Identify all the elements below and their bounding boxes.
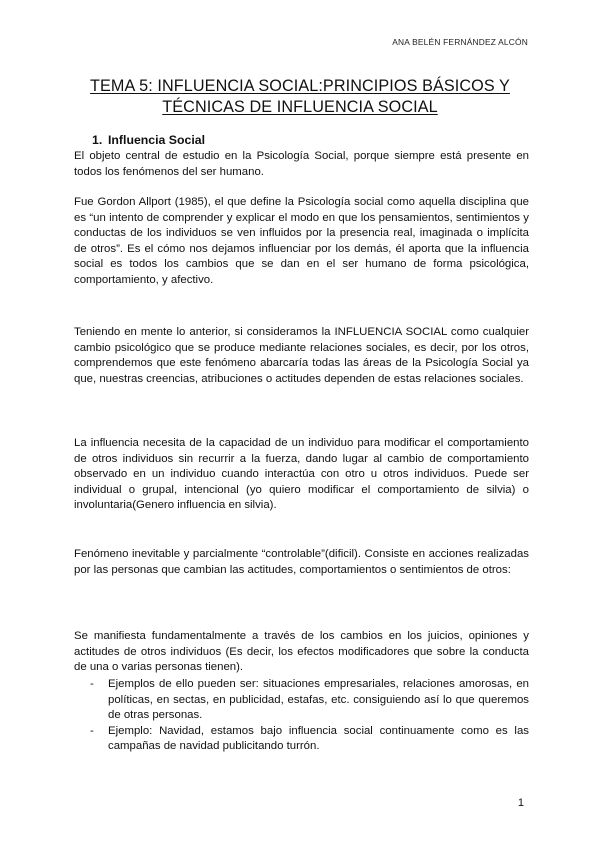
list-item-marker: - <box>90 724 94 737</box>
list-item <box>74 677 529 724</box>
page-number: 1 <box>517 797 524 809</box>
paragraph-4: La influencia necesita de la capacidad de un individuo para modificar el comportamiento de otros individuos sin recurrir a la fuerza, dando lugar al cambio de comportamiento observado en un individuo cuando interactúa con otro u otros individuos. Puede ser individual o grupal, intencional (yo quiero modificar el comportamiento de silvia) o involuntaria(Genero influencia en silvia). <box>74 437 529 512</box>
list-item-text: Ejemplos de ello pueden ser: situaciones empresariales, relaciones amorosas, en políticas, en sectas, en publicidad, estafas, etc. consiguiendo así lo que queremos de otras personas. <box>108 678 529 722</box>
section-heading-text: Influencia Social <box>108 133 206 147</box>
paragraph-6: Se manifiesta fundamentalmente a través de los cambios en los juicios, opiniones y actitudes de otros individuos (Es decir, los efectos modificadores que sobre la conducta de una o varias personas tienen). <box>74 630 529 674</box>
paragraph-3: Teniendo en mente lo anterior, si consideramos la INFLUENCIA SOCIAL como cualquier cambio psicológico que se produce mediante relaciones sociales, es decir, por los otros, comprendemos que este fenómeno abarcaría todas las áreas de la Psicología Social ya que, nuestras creencias, atribuciones o actitudes dependen de estas relaciones sociales. <box>74 326 529 385</box>
paragraph-2: Fue Gordon Allport (1985), el que define la Psicología social como aquella disciplina que es “un intento de comprender y explicar el modo en que los pensamientos, sentimientos y conductas de los individuos se ven influidos por la presencia real, imaginada o implícita de otros”. Es el cómo nos dejamos influenciar por los demás, él aporta que la influencia social es todos los cambios que se dan en el ser humano de forma psicológica, comportamiento, y afectivo. <box>74 196 529 286</box>
list-item-marker: - <box>90 678 94 690</box>
paragraph-5: Fenómeno inevitable y parcialmente “controlable”(dificil). Consiste en acciones realizadas por las personas que cambian las actitudes, comportamientos o sentimientos de otros: <box>74 548 529 576</box>
section-heading <box>92 133 205 147</box>
header-author: ANA BELÉN FERNÁNDEZ ALCÓN <box>392 37 528 47</box>
list-item <box>74 724 529 755</box>
page-title: TEMA 5: INFLUENCIA SOCIAL:PRINCIPIOS BÁSICOS Y TÉCNICAS DE INFLUENCIA SOCIAL <box>90 77 510 116</box>
section-number: 1. <box>92 133 103 147</box>
list-item-text: Ejemplo: Navidad, estamos bajo influencia social continuamente como es las campañas de navidad publicitando turrón. <box>108 724 529 753</box>
paragraph-1: El objeto central de estudio en la Psicología Social, porque siempre está presente en todos los fenómenos del ser humano. <box>74 150 529 178</box>
example-list <box>74 677 529 755</box>
